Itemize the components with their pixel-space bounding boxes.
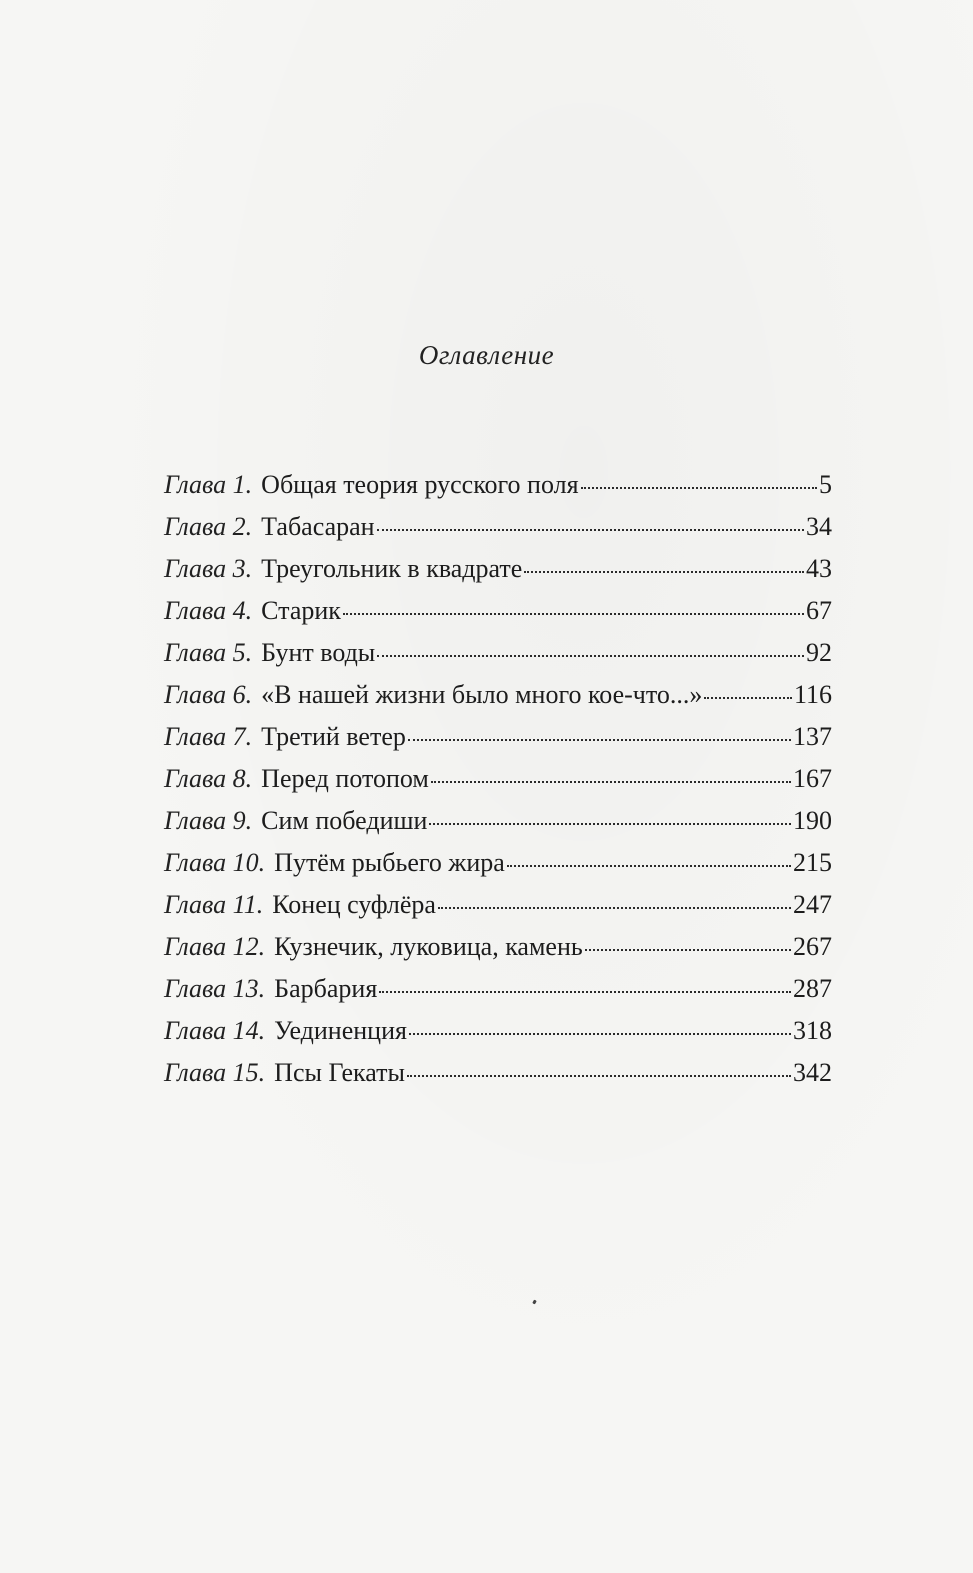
- chapter-label: Глава 11.: [164, 890, 264, 919]
- chapter-title: Третий ветер: [261, 722, 406, 751]
- chapter-title: Сим победиши: [261, 806, 428, 835]
- toc-entry: [164, 554, 832, 596]
- chapter-title: Треугольник в квадрате: [261, 554, 523, 583]
- chapter-label: Глава 15.: [164, 1058, 266, 1087]
- chapter-title: Путём рыбьего жира: [274, 848, 505, 877]
- chapter-label: Глава 10.: [164, 848, 266, 877]
- page-number: 167: [793, 764, 832, 793]
- page-number: 190: [793, 806, 832, 835]
- chapter-label: Глава 12.: [164, 932, 266, 961]
- chapter-title: Конец суфлёра: [272, 890, 436, 919]
- toc-entry: [164, 470, 832, 512]
- page-number: 247: [793, 890, 832, 919]
- chapter-label: Глава 1.: [164, 470, 253, 499]
- chapter-label: Глава 13.: [164, 974, 266, 1003]
- chapter-label: Глава 5.: [164, 638, 253, 667]
- chapter-title: Барбария: [274, 974, 378, 1003]
- page-number: 137: [793, 722, 832, 751]
- dot-leader: [408, 737, 791, 741]
- chapter-title: Табасаран: [261, 512, 375, 541]
- dot-leader: [507, 863, 791, 867]
- chapter-label: Глава 4.: [164, 596, 253, 625]
- paper-speck: [532, 1300, 537, 1305]
- dot-leader: [431, 779, 791, 783]
- toc-entry: [164, 974, 832, 1016]
- toc-entry: [164, 848, 832, 890]
- page-number: 43: [806, 554, 832, 583]
- toc-entry: [164, 932, 832, 974]
- chapter-title: Кузнечик, луковица, камень: [274, 932, 583, 961]
- toc-entry: [164, 1058, 832, 1100]
- page-number: 318: [793, 1016, 832, 1045]
- chapter-title: Псы Гекаты: [274, 1058, 405, 1087]
- page-number: 34: [806, 512, 832, 541]
- chapter-label: Глава 8.: [164, 764, 253, 793]
- chapter-title: Уединенция: [274, 1016, 407, 1045]
- toc-entry: [164, 722, 832, 764]
- toc-list: [164, 470, 832, 1100]
- toc-entry: [164, 596, 832, 638]
- chapter-title: Бунт воды: [261, 638, 376, 667]
- dot-leader: [585, 947, 791, 951]
- dot-leader: [379, 989, 791, 993]
- dot-leader: [343, 611, 804, 615]
- toc-entry: [164, 680, 832, 722]
- chapter-label: Глава 7.: [164, 722, 253, 751]
- dot-leader: [429, 821, 791, 825]
- dot-leader: [407, 1073, 791, 1077]
- chapter-label: Глава 9.: [164, 806, 253, 835]
- page-number: 267: [793, 932, 832, 961]
- chapter-title: «В нашей жизни было много кое-что...»: [261, 680, 703, 709]
- page-number: 92: [806, 638, 832, 667]
- chapter-label: Глава 3.: [164, 554, 253, 583]
- page-number: 342: [793, 1058, 832, 1087]
- chapter-title: Старик: [261, 596, 341, 625]
- toc-entry: [164, 1016, 832, 1058]
- page-number: 116: [793, 680, 832, 709]
- toc-entry: [164, 512, 832, 554]
- dot-leader: [377, 653, 804, 657]
- dot-leader: [377, 527, 804, 531]
- page-number: 215: [793, 848, 832, 877]
- chapter-label: Глава 14.: [164, 1016, 266, 1045]
- dot-leader: [524, 569, 804, 573]
- page-number: 287: [793, 974, 832, 1003]
- toc-heading: Оглавление: [418, 340, 555, 370]
- dot-leader: [581, 485, 817, 489]
- page-number: 67: [806, 596, 832, 625]
- dot-leader: [409, 1031, 791, 1035]
- chapter-title: Общая теория русского поля: [261, 470, 579, 499]
- toc-entry: [164, 806, 832, 848]
- toc-entry: [164, 764, 832, 806]
- toc-entry: [164, 638, 832, 680]
- toc-entry: [164, 890, 832, 932]
- chapter-label: Глава 6.: [164, 680, 253, 709]
- page-number: 5: [819, 470, 832, 499]
- chapter-label: Глава 2.: [164, 512, 253, 541]
- chapter-title: Перед потопом: [261, 764, 429, 793]
- dot-leader: [438, 905, 791, 909]
- dot-leader: [704, 695, 792, 699]
